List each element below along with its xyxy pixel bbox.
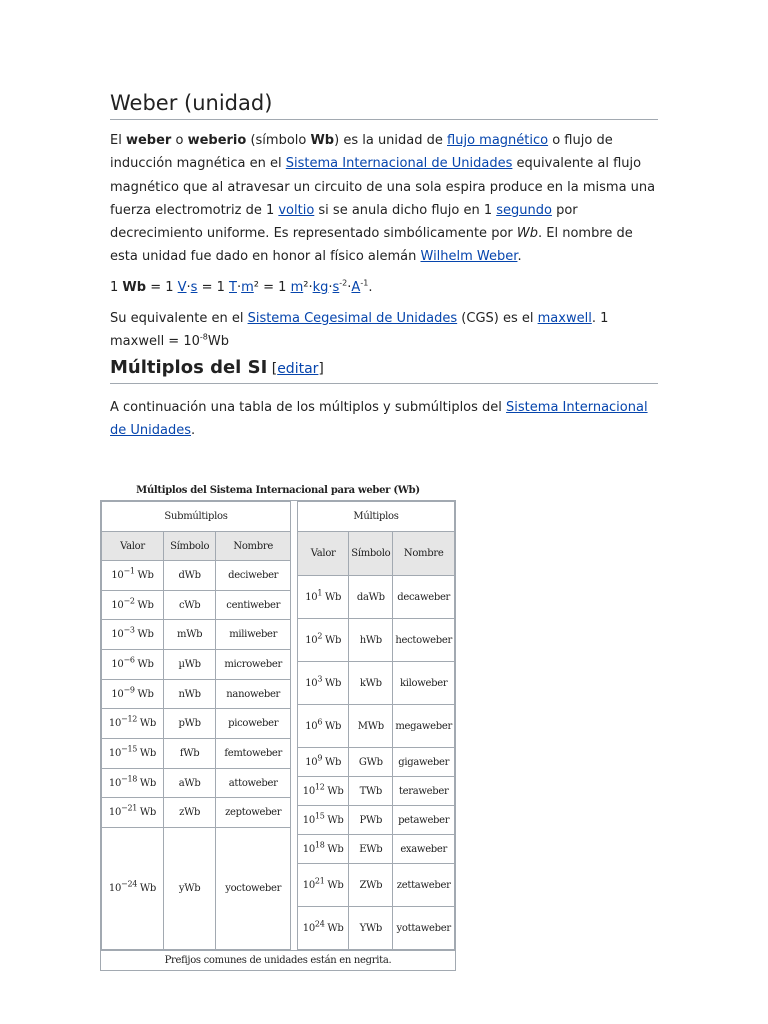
cell-valor: $10^{-18}$ Wb — [102, 768, 164, 798]
table-row — [298, 705, 455, 748]
multiples-table — [297, 501, 455, 950]
cell-valor: $10^{-1}$ Wb — [102, 561, 164, 591]
table-row — [298, 864, 455, 907]
prefix-table — [100, 482, 456, 971]
edit-link[interactable]: editar — [277, 361, 319, 377]
cell-nombre: microweber — [216, 650, 291, 680]
cell-nombre: femtoweber — [216, 739, 291, 769]
cell-simbolo: dWb — [163, 561, 215, 591]
col-header-nombre: Nombre — [216, 532, 291, 561]
section-heading-multiplos: Múltiplos del SI [editar] — [110, 355, 658, 384]
table-row — [102, 828, 291, 950]
col-header-simbolo-mul: Símbolo — [349, 532, 393, 576]
edit-section: [editar] — [267, 361, 324, 377]
cell-valor: $10^9$ Wb — [298, 748, 349, 777]
table-row — [298, 576, 455, 619]
cell-valor: $10^{24}$ Wb — [298, 907, 349, 950]
col-header-valor: Valor — [102, 532, 164, 561]
cell-simbolo: yWb — [163, 828, 215, 950]
equation-line: 1 Wb = 1 V·s = 1 T·m² = 1 $m^2\cdot kg\cdot s^{-2}\cdot A^{-1}$. — [110, 278, 373, 295]
table-row — [102, 798, 291, 828]
table-row — [102, 679, 291, 709]
cell-simbolo: fWb — [163, 739, 215, 769]
cell-valor: $10^{-6}$ Wb — [102, 650, 164, 680]
col-header-nombre-mul: Nombre — [393, 532, 455, 576]
cell-simbolo: kWb — [349, 662, 393, 705]
cell-nombre: kiloweber — [393, 662, 455, 705]
symbol-wb-italic: Wb — [516, 226, 538, 242]
cell-nombre: zeptoweber — [216, 798, 291, 828]
cell-simbolo: TWb — [349, 777, 393, 806]
link-second-unit-2[interactable]: s — [332, 280, 340, 295]
cell-valor: $10^{-15}$ Wb — [102, 739, 164, 769]
cell-simbolo: mWb — [163, 620, 215, 650]
page-title: Weber (unidad) — [110, 88, 658, 120]
table-frame — [100, 500, 456, 951]
link-segundo[interactable]: segundo — [496, 202, 552, 218]
cell-simbolo: cWb — [163, 590, 215, 620]
cell-nombre: megaweber — [393, 705, 455, 748]
term-weberio: weberio — [187, 133, 247, 148]
cell-nombre: miliweber — [216, 620, 291, 650]
cell-valor: $10^{-3}$ Wb — [102, 620, 164, 650]
cell-valor: $10^2$ Wb — [298, 619, 349, 662]
table-row — [298, 806, 455, 835]
link-volt-unit[interactable]: V — [177, 280, 187, 295]
table-row — [102, 561, 291, 591]
table-footnote: Prefijos comunes de unidades están en negrita. — [100, 951, 456, 971]
cell-nombre: teraweber — [393, 777, 455, 806]
cell-nombre: decaweber — [393, 576, 455, 619]
col-header-valor-mul: Valor — [298, 532, 349, 576]
table-row — [298, 907, 455, 950]
cell-nombre: petaweber — [393, 806, 455, 835]
submultiples-table — [101, 501, 291, 950]
table-row — [298, 777, 455, 806]
cell-simbolo: zWb — [163, 798, 215, 828]
cell-valor: $10^{12}$ Wb — [298, 777, 349, 806]
symbol-wb: Wb — [310, 133, 335, 148]
submultiples-header: Submúltiplos — [102, 502, 291, 532]
table-row — [298, 619, 455, 662]
link-metre-unit-2[interactable]: m — [290, 280, 304, 295]
term-weber: weber — [125, 133, 172, 148]
cell-valor: $10^3$ Wb — [298, 662, 349, 705]
table-caption: Múltiplos del Sistema Internacional para weber (Wb) — [136, 485, 420, 496]
table-row — [102, 650, 291, 680]
link-ampere-unit[interactable]: A — [351, 280, 361, 295]
cell-simbolo: µWb — [163, 650, 215, 680]
link-sistema-internacional-2[interactable]: Sistema Internacional de Unidades — [110, 400, 648, 439]
cell-simbolo: hWb — [349, 619, 393, 662]
cell-nombre: hectoweber — [393, 619, 455, 662]
cell-valor: $10^6$ Wb — [298, 705, 349, 748]
cell-nombre: gigaweber — [393, 748, 455, 777]
table-row — [298, 662, 455, 705]
section-intro-paragraph: A continuación una tabla de los múltiplos y submúltiplos del Sistema Internacional de Unidades. — [110, 400, 648, 439]
cell-nombre: yoctoweber — [216, 828, 291, 950]
cell-simbolo: pWb — [163, 709, 215, 739]
cell-valor: $10^{15}$ Wb — [298, 806, 349, 835]
table-row — [102, 768, 291, 798]
cell-nombre: centiweber — [216, 590, 291, 620]
link-voltio[interactable]: voltio — [278, 202, 315, 218]
link-maxwell[interactable]: maxwell — [537, 311, 592, 326]
cell-valor: $10^{-21}$ Wb — [102, 798, 164, 828]
cell-nombre: picoweber — [216, 709, 291, 739]
cell-simbolo: YWb — [349, 907, 393, 950]
cell-simbolo: EWb — [349, 835, 393, 864]
col-header-simbolo: Símbolo — [163, 532, 215, 561]
table-row — [298, 748, 455, 777]
table-row — [102, 709, 291, 739]
cell-nombre: zettaweber — [393, 864, 455, 907]
cell-simbolo: PWb — [349, 806, 393, 835]
cell-simbolo: GWb — [349, 748, 393, 777]
intro-paragraph: El weber o weberio (símbolo Wb) es la unidad de flujo magnético o flujo de inducción magnética en el Sistema Internacional de Unidades equivalente al flujo magnético que al atravesar un circuito de una sola espira produce en la misma una fuerza electromotriz de 1 voltio si se anula dicho flujo en 1 segundo por decrecimiento uniforme. Es representado simbólicamente por Wb. El nombre de esta unidad fue dado en honor al físico alemán Wilhelm Weber. — [110, 133, 656, 265]
multiples-header: Múltiplos — [298, 502, 455, 532]
table-row — [102, 739, 291, 769]
cell-valor: $10^{21}$ Wb — [298, 864, 349, 907]
table-row — [102, 590, 291, 620]
cell-valor: $10^1$ Wb — [298, 576, 349, 619]
cell-valor: $10^{-2}$ Wb — [102, 590, 164, 620]
table-row — [102, 620, 291, 650]
cell-simbolo: nWb — [163, 679, 215, 709]
link-kilogram-unit[interactable]: kg — [312, 280, 329, 295]
cell-valor: $10^{-24}$ Wb — [102, 828, 164, 950]
cgs-paragraph: Su equivalente en el Sistema Cegesimal de Unidades (CGS) es el maxwell. 1 maxwell = $10^{-8}Wb$ — [110, 311, 609, 350]
cell-nombre: deciweber — [216, 561, 291, 591]
cell-nombre: attoweber — [216, 768, 291, 798]
link-tesla-unit[interactable]: T — [229, 280, 237, 295]
cell-simbolo: ZWb — [349, 864, 393, 907]
link-wilhelm-weber[interactable]: Wilhelm Weber — [420, 249, 518, 265]
cell-nombre: yottaweber — [393, 907, 455, 950]
cell-nombre: nanoweber — [216, 679, 291, 709]
link-second-unit[interactable]: s — [190, 280, 198, 295]
link-sistema-internacional[interactable]: Sistema Internacional de Unidades — [285, 156, 513, 172]
cell-nombre: exaweber — [393, 835, 455, 864]
table-row — [298, 835, 455, 864]
cell-simbolo: daWb — [349, 576, 393, 619]
link-metre-unit[interactable]: m — [241, 280, 254, 295]
cell-valor: $10^{-12}$ Wb — [102, 709, 164, 739]
cell-valor: $10^{18}$ Wb — [298, 835, 349, 864]
cell-simbolo: aWb — [163, 768, 215, 798]
link-flujo-magnetico[interactable]: flujo magnético — [447, 133, 549, 148]
link-sistema-cegesimal[interactable]: Sistema Cegesimal de Unidades — [247, 311, 458, 326]
cell-valor: $10^{-9}$ Wb — [102, 679, 164, 709]
cell-simbolo: MWb — [349, 705, 393, 748]
